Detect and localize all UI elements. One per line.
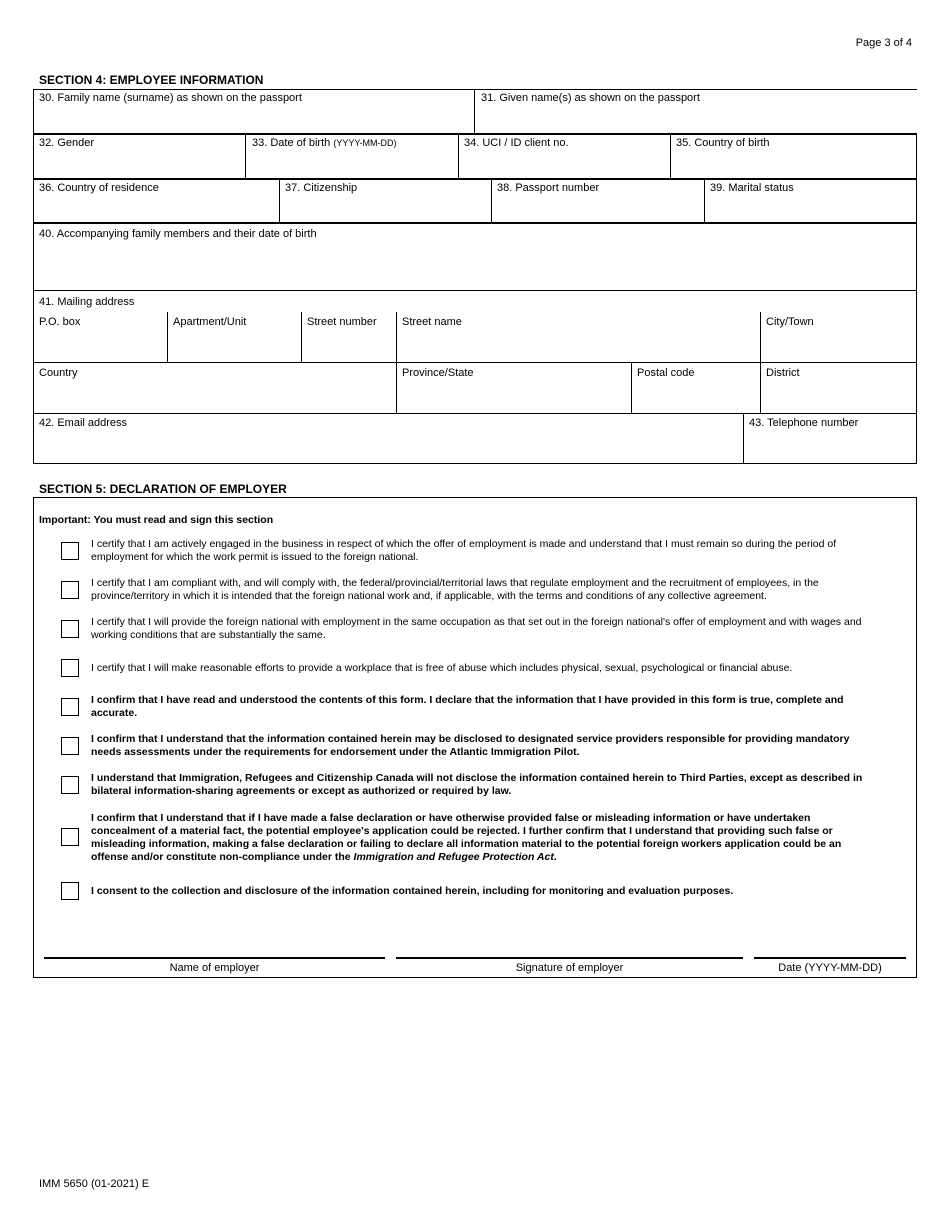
section-4-title: SECTION 4: EMPLOYEE INFORMATION bbox=[39, 73, 264, 87]
country-residence-label: 36. Country of residence bbox=[39, 182, 159, 194]
city-field[interactable] bbox=[761, 312, 916, 362]
street-number-label: Street number bbox=[307, 316, 377, 328]
citizenship-field[interactable] bbox=[280, 180, 491, 222]
uci-field[interactable] bbox=[459, 135, 670, 178]
province-field[interactable] bbox=[397, 363, 631, 413]
gender-label: 32. Gender bbox=[39, 137, 95, 149]
declaration-checkbox-6[interactable] bbox=[61, 737, 79, 755]
citizenship-label: 37. Citizenship bbox=[285, 182, 358, 194]
country-field[interactable] bbox=[34, 363, 396, 413]
family-members-label: 40. Accompanying family members and their date of birth bbox=[39, 228, 317, 240]
declaration-checkbox-1[interactable] bbox=[61, 542, 79, 560]
declaration-text-8: I confirm that I understand that if I have made a false declaration or have otherwise provided false or misleading information or have undertaken concealment of a material fact, the potential employee's application could be rejected. I further confirm that I understand that providing such false or misleading information, making a false declaration or failing to declare all information material to the potential foreign workers application could be an offense and/or constitute non-compliance under the Immigration and Refugee Protection Act. bbox=[91, 812, 842, 863]
street-name-label: Street name bbox=[402, 316, 462, 328]
signature-date-label: Date (YYYY-MM-DD) bbox=[778, 962, 882, 974]
declaration-text-1: I certify that I am actively engaged in the business in respect of which the offer of employment is made and understand that I must remain so during the period of employment for which the work permit is issued to the foreign national. bbox=[91, 538, 837, 563]
declaration-text-3: I certify that I will provide the foreign national with employment in the same occupation as that set out in the foreign national's offer of employment and with wages and working conditions that are substantially the same. bbox=[91, 616, 862, 641]
city-label: City/Town bbox=[766, 316, 814, 328]
act-name: Immigration and Refugee Protection Act bbox=[353, 851, 554, 863]
po-box-label: P.O. box bbox=[39, 316, 81, 328]
declaration-text-2: I certify that I am compliant with, and will comply with, the federal/provincial/territorial laws that regulate employment and the recruitment of employees, in the province/territory in which it is intended that the foreign national work and, if applicable, with the terms and conditions of any collective agreement. bbox=[91, 577, 819, 602]
email-label: 42. Email address bbox=[39, 417, 128, 429]
street-name-field[interactable] bbox=[397, 312, 760, 362]
important-note: Important: You must read and sign this section bbox=[39, 514, 274, 526]
employer-signature-label: Signature of employer bbox=[515, 962, 624, 974]
passport-field[interactable] bbox=[492, 180, 704, 222]
uci-label: 34. UCI / ID client no. bbox=[464, 137, 569, 149]
form-code: IMM 5650 (01-2021) E bbox=[39, 1178, 150, 1190]
street-number-field[interactable] bbox=[302, 312, 396, 362]
declaration-text-6: I confirm that I understand that the information contained herein may be disclosed to designated service providers responsible for providing mandatory needs assessments under the requirements for endorsement under the Atlantic Immigration Pilot. bbox=[91, 733, 850, 758]
declaration-checkbox-4[interactable] bbox=[61, 659, 79, 677]
family-name-label: 30. Family name (surname) as shown on the passport bbox=[39, 92, 302, 104]
signature-date-field[interactable] bbox=[754, 925, 906, 957]
province-label: Province/State bbox=[402, 367, 474, 379]
passport-label: 38. Passport number bbox=[497, 182, 600, 194]
telephone-field[interactable] bbox=[744, 414, 916, 463]
marital-status-label: 39. Marital status bbox=[710, 182, 794, 194]
mailing-address-label: 41. Mailing address bbox=[39, 296, 135, 308]
country-birth-label: 35. Country of birth bbox=[676, 137, 770, 149]
email-field[interactable] bbox=[34, 414, 743, 463]
given-names-label: 31. Given name(s) as shown on the passport bbox=[481, 92, 700, 104]
apartment-label: Apartment/Unit bbox=[173, 316, 247, 328]
employer-signature-field[interactable] bbox=[396, 925, 743, 957]
declaration-text-7: I understand that Immigration, Refugees and Citizenship Canada will not disclose the information contained herein to Third Parties, except as described in bilateral information-sharing agreements or except as authorized or required by law. bbox=[91, 772, 863, 797]
country-residence-field[interactable] bbox=[34, 180, 279, 222]
postal-code-field[interactable] bbox=[632, 363, 760, 413]
declaration-checkbox-8[interactable] bbox=[61, 828, 79, 846]
apartment-field[interactable] bbox=[168, 312, 301, 362]
country-birth-field[interactable] bbox=[671, 135, 916, 178]
declaration-checkbox-7[interactable] bbox=[61, 776, 79, 794]
given-names-field[interactable] bbox=[475, 90, 916, 133]
declaration-text-5: I confirm that I have read and understood the contents of this form. I declare that the information that I have provided in this form is true, complete and accurate. bbox=[91, 694, 844, 719]
telephone-label: 43. Telephone number bbox=[749, 417, 859, 429]
section-5-title: SECTION 5: DECLARATION OF EMPLOYER bbox=[39, 482, 287, 496]
declaration-checkbox-2[interactable] bbox=[61, 581, 79, 599]
family-name-field[interactable] bbox=[34, 90, 474, 133]
dob-label: 33. Date of birth (YYYY-MM-DD) bbox=[252, 137, 397, 149]
po-box-field[interactable] bbox=[34, 312, 167, 362]
declaration-checkbox-9[interactable] bbox=[61, 882, 79, 900]
dob-field[interactable] bbox=[246, 135, 458, 178]
declaration-checkbox-5[interactable] bbox=[61, 698, 79, 716]
postal-code-label: Postal code bbox=[637, 367, 695, 379]
gender-field[interactable] bbox=[34, 135, 245, 178]
district-label: District bbox=[766, 367, 800, 379]
declaration-text-4: I certify that I will make reasonable efforts to provide a workplace that is free of abuse which includes physical, sexual, psychological or financial abuse. bbox=[91, 662, 793, 674]
employer-name-field[interactable] bbox=[44, 925, 385, 957]
family-members-field[interactable] bbox=[34, 224, 916, 290]
country-label: Country bbox=[39, 367, 78, 379]
page-number: Page 3 of 4 bbox=[855, 37, 912, 49]
marital-status-field[interactable] bbox=[705, 180, 916, 222]
declaration-checkbox-3[interactable] bbox=[61, 620, 79, 638]
district-field[interactable] bbox=[761, 363, 916, 413]
employer-name-label: Name of employer bbox=[169, 962, 260, 974]
declaration-text-9: I consent to the collection and disclosure of the information contained herein, including for monitoring and evaluation purposes. bbox=[91, 885, 734, 897]
